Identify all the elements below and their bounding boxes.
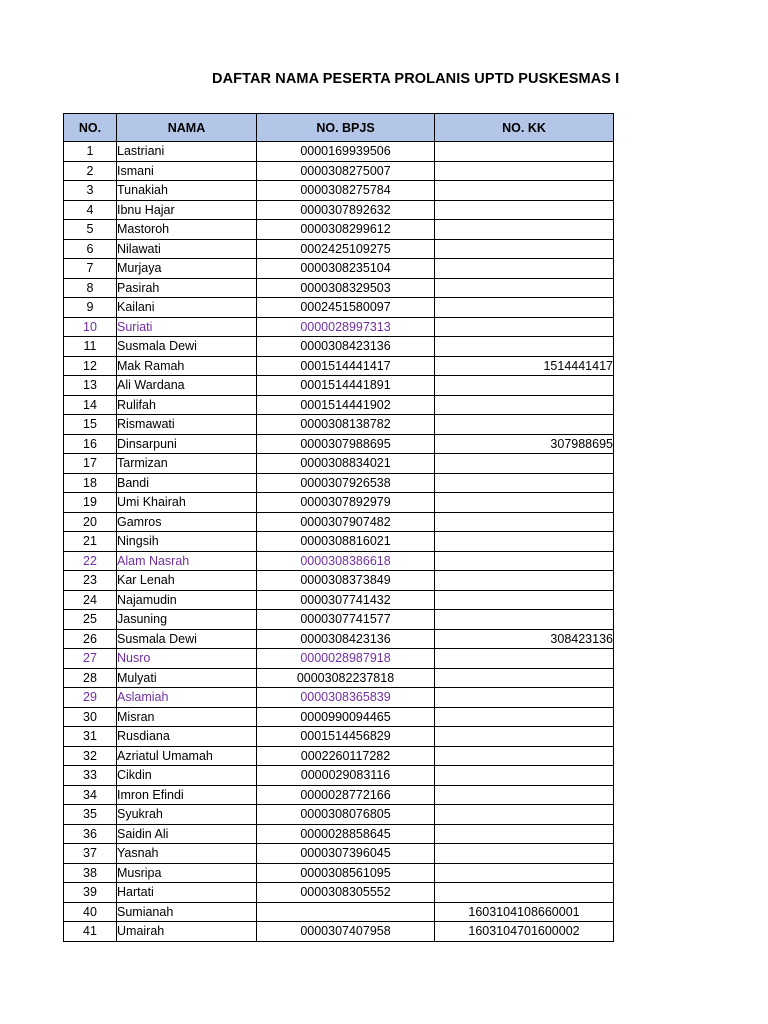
cell-no: 35 bbox=[64, 805, 117, 825]
cell-nama: Jasuning bbox=[117, 610, 257, 630]
cell-no: 1 bbox=[64, 142, 117, 162]
cell-bpjs: 0000308834021 bbox=[257, 454, 435, 474]
cell-kk bbox=[435, 220, 614, 240]
cell-kk bbox=[435, 746, 614, 766]
cell-bpjs: 0000308076805 bbox=[257, 805, 435, 825]
table-body bbox=[64, 142, 614, 942]
cell-bpjs: 0000308305552 bbox=[257, 883, 435, 903]
cell-nama: Najamudin bbox=[117, 590, 257, 610]
cell-nama: Susmala Dewi bbox=[117, 629, 257, 649]
cell-bpjs: 0000308386618 bbox=[257, 551, 435, 571]
cell-no: 41 bbox=[64, 922, 117, 942]
cell-no: 27 bbox=[64, 649, 117, 669]
cell-nama: Mulyati bbox=[117, 668, 257, 688]
table-row bbox=[64, 746, 614, 766]
table-row bbox=[64, 532, 614, 552]
cell-nama: Alam Nasrah bbox=[117, 551, 257, 571]
cell-bpjs bbox=[257, 902, 435, 922]
table-row bbox=[64, 629, 614, 649]
table-row bbox=[64, 200, 614, 220]
table-row bbox=[64, 317, 614, 337]
cell-nama: Murjaya bbox=[117, 259, 257, 279]
header-bpjs: NO. BPJS bbox=[257, 114, 435, 142]
peserta-table bbox=[63, 113, 614, 942]
table-row bbox=[64, 883, 614, 903]
cell-nama: Rulifah bbox=[117, 395, 257, 415]
cell-kk bbox=[435, 317, 614, 337]
cell-bpjs: 0000308423136 bbox=[257, 337, 435, 357]
cell-no: 4 bbox=[64, 200, 117, 220]
cell-bpjs: 0002425109275 bbox=[257, 239, 435, 259]
cell-kk bbox=[435, 259, 614, 279]
table-row bbox=[64, 785, 614, 805]
table-row bbox=[64, 844, 614, 864]
cell-no: 15 bbox=[64, 415, 117, 435]
table-row bbox=[64, 395, 614, 415]
cell-bpjs: 0000308423136 bbox=[257, 629, 435, 649]
cell-bpjs: 0000308138782 bbox=[257, 415, 435, 435]
header-no: NO. bbox=[64, 114, 117, 142]
cell-kk bbox=[435, 844, 614, 864]
cell-bpjs: 0000028987918 bbox=[257, 649, 435, 669]
table-row bbox=[64, 668, 614, 688]
table-row bbox=[64, 727, 614, 747]
cell-bpjs: 00003082237818 bbox=[257, 668, 435, 688]
cell-kk bbox=[435, 493, 614, 513]
cell-nama: Suriati bbox=[117, 317, 257, 337]
cell-kk bbox=[435, 649, 614, 669]
cell-nama: Kar Lenah bbox=[117, 571, 257, 591]
cell-bpjs: 0000307926538 bbox=[257, 473, 435, 493]
cell-no: 29 bbox=[64, 688, 117, 708]
table-row bbox=[64, 161, 614, 181]
cell-bpjs: 0001514441891 bbox=[257, 376, 435, 396]
cell-nama: Syukrah bbox=[117, 805, 257, 825]
cell-no: 39 bbox=[64, 883, 117, 903]
cell-bpjs: 0000028858645 bbox=[257, 824, 435, 844]
cell-no: 34 bbox=[64, 785, 117, 805]
cell-nama: Imron Efindi bbox=[117, 785, 257, 805]
cell-kk bbox=[435, 551, 614, 571]
cell-nama: Ali Wardana bbox=[117, 376, 257, 396]
cell-nama: Tarmizan bbox=[117, 454, 257, 474]
cell-no: 14 bbox=[64, 395, 117, 415]
cell-bpjs: 0000307741432 bbox=[257, 590, 435, 610]
cell-nama: Ismani bbox=[117, 161, 257, 181]
table-row bbox=[64, 649, 614, 669]
cell-kk bbox=[435, 532, 614, 552]
cell-kk bbox=[435, 161, 614, 181]
cell-nama: Tunakiah bbox=[117, 181, 257, 201]
cell-kk: 1514441417 bbox=[435, 356, 614, 376]
cell-no: 31 bbox=[64, 727, 117, 747]
table-row bbox=[64, 259, 614, 279]
cell-bpjs: 0000169939506 bbox=[257, 142, 435, 162]
cell-no: 12 bbox=[64, 356, 117, 376]
cell-nama: Umairah bbox=[117, 922, 257, 942]
cell-kk bbox=[435, 395, 614, 415]
cell-nama: Mak Ramah bbox=[117, 356, 257, 376]
cell-kk bbox=[435, 785, 614, 805]
cell-nama: Misran bbox=[117, 707, 257, 727]
cell-kk: 1603104701600002 bbox=[435, 922, 614, 942]
table-row bbox=[64, 610, 614, 630]
cell-no: 13 bbox=[64, 376, 117, 396]
cell-kk bbox=[435, 415, 614, 435]
cell-no: 28 bbox=[64, 668, 117, 688]
cell-nama: Susmala Dewi bbox=[117, 337, 257, 357]
cell-kk: 307988695 bbox=[435, 434, 614, 454]
cell-bpjs: 0000307407958 bbox=[257, 922, 435, 942]
cell-bpjs: 0001514441417 bbox=[257, 356, 435, 376]
cell-nama: Sumianah bbox=[117, 902, 257, 922]
cell-kk bbox=[435, 610, 614, 630]
cell-bpjs: 0000308299612 bbox=[257, 220, 435, 240]
cell-bpjs: 0000029083116 bbox=[257, 766, 435, 786]
cell-no: 9 bbox=[64, 298, 117, 318]
cell-no: 25 bbox=[64, 610, 117, 630]
cell-kk bbox=[435, 727, 614, 747]
cell-kk bbox=[435, 805, 614, 825]
cell-nama: Lastriani bbox=[117, 142, 257, 162]
cell-no: 17 bbox=[64, 454, 117, 474]
cell-nama: Umi Khairah bbox=[117, 493, 257, 513]
cell-kk bbox=[435, 668, 614, 688]
cell-bpjs: 0000308275007 bbox=[257, 161, 435, 181]
cell-no: 11 bbox=[64, 337, 117, 357]
table-row bbox=[64, 220, 614, 240]
table-row bbox=[64, 863, 614, 883]
table-row bbox=[64, 571, 614, 591]
table-row bbox=[64, 551, 614, 571]
cell-no: 23 bbox=[64, 571, 117, 591]
cell-no: 20 bbox=[64, 512, 117, 532]
table-row bbox=[64, 590, 614, 610]
cell-bpjs: 0000308329503 bbox=[257, 278, 435, 298]
cell-bpjs: 0000307892979 bbox=[257, 493, 435, 513]
cell-bpjs: 0000308373849 bbox=[257, 571, 435, 591]
cell-no: 18 bbox=[64, 473, 117, 493]
cell-bpjs: 0000307396045 bbox=[257, 844, 435, 864]
cell-bpjs: 0000307907482 bbox=[257, 512, 435, 532]
cell-no: 38 bbox=[64, 863, 117, 883]
cell-nama: Ibnu Hajar bbox=[117, 200, 257, 220]
cell-bpjs: 0000028772166 bbox=[257, 785, 435, 805]
cell-bpjs: 0000308561095 bbox=[257, 863, 435, 883]
table-row bbox=[64, 356, 614, 376]
table-row bbox=[64, 142, 614, 162]
cell-kk bbox=[435, 512, 614, 532]
cell-bpjs: 0000307741577 bbox=[257, 610, 435, 630]
cell-kk bbox=[435, 707, 614, 727]
cell-no: 2 bbox=[64, 161, 117, 181]
cell-nama: Nilawati bbox=[117, 239, 257, 259]
table-row bbox=[64, 922, 614, 942]
cell-kk bbox=[435, 181, 614, 201]
cell-nama: Rismawati bbox=[117, 415, 257, 435]
cell-kk bbox=[435, 298, 614, 318]
table-row bbox=[64, 902, 614, 922]
cell-bpjs: 0000308816021 bbox=[257, 532, 435, 552]
cell-bpjs: 0000308235104 bbox=[257, 259, 435, 279]
table-row bbox=[64, 766, 614, 786]
table-row bbox=[64, 707, 614, 727]
cell-kk bbox=[435, 824, 614, 844]
cell-kk bbox=[435, 688, 614, 708]
cell-kk bbox=[435, 883, 614, 903]
cell-kk: 1603104108660001 bbox=[435, 902, 614, 922]
cell-bpjs: 0000308365839 bbox=[257, 688, 435, 708]
table-row bbox=[64, 434, 614, 454]
cell-kk bbox=[435, 454, 614, 474]
cell-nama: Hartati bbox=[117, 883, 257, 903]
cell-no: 6 bbox=[64, 239, 117, 259]
cell-no: 3 bbox=[64, 181, 117, 201]
cell-no: 22 bbox=[64, 551, 117, 571]
cell-bpjs: 0002260117282 bbox=[257, 746, 435, 766]
cell-nama: Yasnah bbox=[117, 844, 257, 864]
cell-no: 40 bbox=[64, 902, 117, 922]
table-row bbox=[64, 298, 614, 318]
cell-kk: 308423136 bbox=[435, 629, 614, 649]
cell-nama: Kailani bbox=[117, 298, 257, 318]
header-row bbox=[64, 114, 614, 142]
table-row bbox=[64, 415, 614, 435]
table-row bbox=[64, 824, 614, 844]
cell-no: 8 bbox=[64, 278, 117, 298]
cell-no: 37 bbox=[64, 844, 117, 864]
cell-nama: Dinsarpuni bbox=[117, 434, 257, 454]
table-row bbox=[64, 512, 614, 532]
cell-bpjs: 0001514441902 bbox=[257, 395, 435, 415]
cell-no: 10 bbox=[64, 317, 117, 337]
cell-kk bbox=[435, 376, 614, 396]
cell-nama: Cikdin bbox=[117, 766, 257, 786]
cell-nama: Nusro bbox=[117, 649, 257, 669]
header-nama: NAMA bbox=[117, 114, 257, 142]
cell-nama: Mastoroh bbox=[117, 220, 257, 240]
cell-nama: Pasirah bbox=[117, 278, 257, 298]
cell-no: 19 bbox=[64, 493, 117, 513]
cell-kk bbox=[435, 337, 614, 357]
cell-bpjs: 0002451580097 bbox=[257, 298, 435, 318]
table-row bbox=[64, 278, 614, 298]
table-row bbox=[64, 805, 614, 825]
table-row bbox=[64, 454, 614, 474]
header-kk: NO. KK bbox=[435, 114, 614, 142]
cell-bpjs: 0000028997313 bbox=[257, 317, 435, 337]
cell-bpjs: 0000307892632 bbox=[257, 200, 435, 220]
cell-kk bbox=[435, 142, 614, 162]
cell-no: 26 bbox=[64, 629, 117, 649]
cell-nama: Bandi bbox=[117, 473, 257, 493]
cell-kk bbox=[435, 590, 614, 610]
cell-kk bbox=[435, 863, 614, 883]
cell-no: 30 bbox=[64, 707, 117, 727]
cell-nama: Azriatul Umamah bbox=[117, 746, 257, 766]
cell-nama: Ningsih bbox=[117, 532, 257, 552]
table-row bbox=[64, 473, 614, 493]
cell-nama: Rusdiana bbox=[117, 727, 257, 747]
cell-no: 21 bbox=[64, 532, 117, 552]
cell-no: 36 bbox=[64, 824, 117, 844]
cell-no: 33 bbox=[64, 766, 117, 786]
cell-bpjs: 0000307988695 bbox=[257, 434, 435, 454]
cell-kk bbox=[435, 766, 614, 786]
cell-bpjs: 0000308275784 bbox=[257, 181, 435, 201]
cell-no: 5 bbox=[64, 220, 117, 240]
table-row bbox=[64, 239, 614, 259]
table-row bbox=[64, 181, 614, 201]
page-title: DAFTAR NAMA PESERTA PROLANIS UPTD PUSKESMAS I bbox=[212, 71, 620, 87]
cell-nama: Musripa bbox=[117, 863, 257, 883]
cell-kk bbox=[435, 278, 614, 298]
cell-bpjs: 0000990094465 bbox=[257, 707, 435, 727]
table-row bbox=[64, 337, 614, 357]
cell-kk bbox=[435, 571, 614, 591]
cell-kk bbox=[435, 239, 614, 259]
cell-no: 7 bbox=[64, 259, 117, 279]
cell-no: 16 bbox=[64, 434, 117, 454]
cell-nama: Aslamiah bbox=[117, 688, 257, 708]
cell-bpjs: 0001514456829 bbox=[257, 727, 435, 747]
cell-kk bbox=[435, 473, 614, 493]
cell-nama: Gamros bbox=[117, 512, 257, 532]
cell-kk bbox=[435, 200, 614, 220]
cell-no: 32 bbox=[64, 746, 117, 766]
table-row bbox=[64, 376, 614, 396]
cell-nama: Saidin Ali bbox=[117, 824, 257, 844]
table-row bbox=[64, 493, 614, 513]
table-row bbox=[64, 688, 614, 708]
cell-no: 24 bbox=[64, 590, 117, 610]
